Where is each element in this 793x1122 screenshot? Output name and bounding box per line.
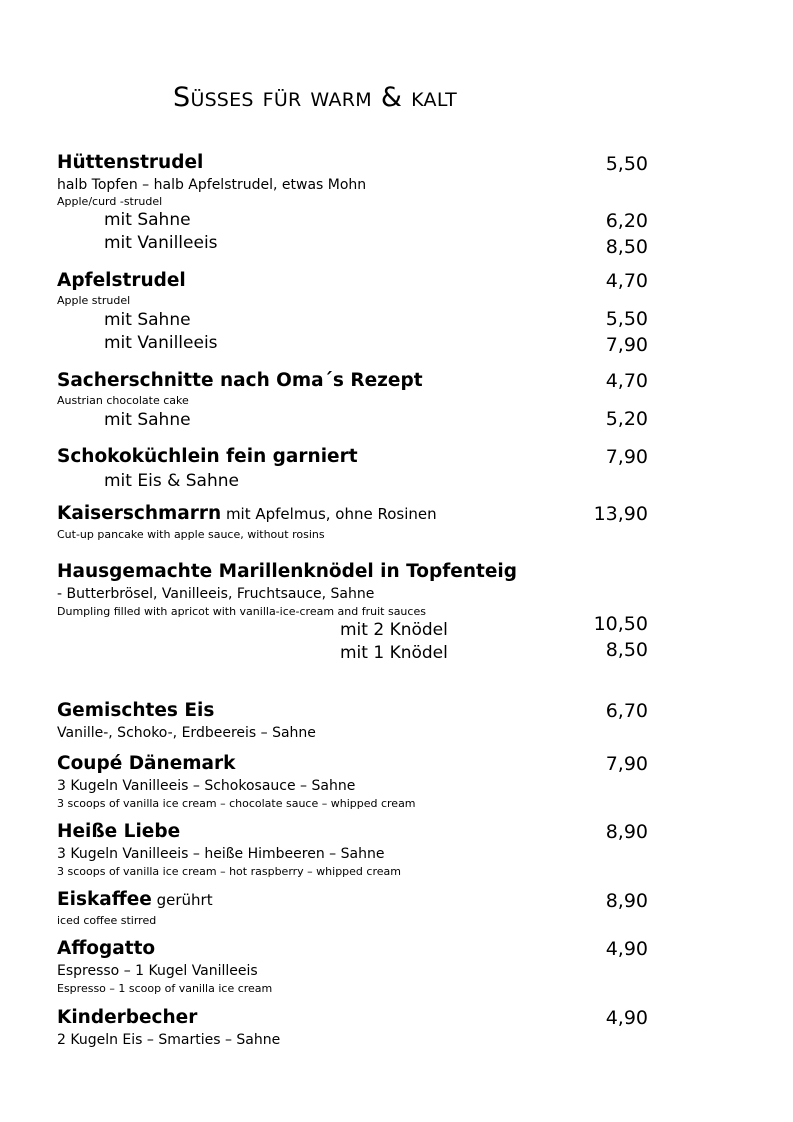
item-name-gemischtes-eis: Gemischtes Eis [57, 700, 215, 721]
item-option-price-sacherschnitte-sahne: 5,20 [605, 408, 648, 430]
item-translation-sacherschnitte: Austrian chocolate cake [57, 394, 189, 407]
item-name-eiskaffee [57, 889, 213, 910]
item-name-marillenknoedel: Hausgemachte Marillenknödel in Topfenteig [57, 561, 517, 582]
item-desc-huettenstrudel: halb Topfen – halb Apfelstrudel, etwas Mohn [57, 177, 367, 193]
item-translation-eiskaffee: iced coffee stirred [57, 914, 157, 927]
item-desc-coupe-daenemark: 3 Kugeln Vanilleeis – Schokosauce – Sahne [57, 778, 356, 794]
item-price-heisse-liebe: 8,90 [605, 821, 648, 843]
item-desc-kinderbecher: 2 Kugeln Eis – Smarties – Sahne [57, 1032, 281, 1048]
item-option-price-huettenstrudel-sahne: 6,20 [605, 210, 648, 232]
item-name-heisse-liebe: Heiße Liebe [57, 821, 181, 842]
item-translation-marillenknoedel: Dumpling filled with apricot with vanilla-ice-cream and fruit sauces [57, 605, 426, 618]
item-translation-heisse-liebe: 3 scoops of vanilla ice cream – hot raspberry – whipped cream [57, 865, 401, 878]
item-price-apfelstrudel: 4,70 [605, 270, 648, 292]
item-name-kinderbecher: Kinderbecher [57, 1007, 198, 1028]
item-option-apfelstrudel-vanilleeis: mit Vanilleeis [104, 333, 218, 353]
item-name-schokokuechlein: Schokoküchlein fein garniert [57, 446, 358, 467]
item-name-kaiserschmarrn [57, 503, 437, 524]
item-price-affogatto: 4,90 [605, 938, 648, 960]
item-option-huettenstrudel-sahne: mit Sahne [104, 210, 191, 230]
item-name-huettenstrudel: Hüttenstrudel [57, 152, 204, 173]
item-inline-eiskaffee: gerührt [151, 891, 213, 909]
item-translation-kaiserschmarrn: Cut-up pancake with apple sauce, without rosins [57, 528, 325, 541]
item-name-sacherschnitte: Sacherschnitte nach Oma´s Rezept [57, 370, 423, 391]
item-option-price-marillenknoedel-2: 10,50 [593, 613, 648, 635]
item-translation-huettenstrudel: Apple/curd -strudel [57, 195, 163, 208]
item-price-kaiserschmarrn: 13,90 [593, 503, 648, 525]
item-desc-marillenknoedel: - Butterbrösel, Vanilleeis, Fruchtsauce, Sahne [57, 586, 375, 602]
item-option-sacherschnitte-sahne: mit Sahne [104, 410, 191, 430]
item-option-schokokuechlein-eis-sahne: mit Eis & Sahne [104, 471, 239, 491]
item-price-huettenstrudel: 5,50 [605, 153, 648, 175]
item-title-eiskaffee: Eiskaffee [57, 889, 152, 910]
item-desc-affogatto: Espresso – 1 Kugel Vanilleeis [57, 963, 258, 979]
item-translation-affogatto: Espresso – 1 scoop of vanilla ice cream [57, 982, 273, 995]
item-price-gemischtes-eis: 6,70 [605, 700, 648, 722]
item-desc-gemischtes-eis: Vanille-, Schoko-, Erdbeereis – Sahne [57, 725, 316, 741]
item-price-sacherschnitte: 4,70 [605, 370, 648, 392]
item-option-price-apfelstrudel-vanilleeis: 7,90 [605, 334, 648, 356]
item-option-huettenstrudel-vanilleeis: mit Vanilleeis [104, 233, 218, 253]
item-option-apfelstrudel-sahne: mit Sahne [104, 310, 191, 330]
item-price-kinderbecher: 4,90 [605, 1007, 648, 1029]
item-name-affogatto: Affogatto [57, 938, 156, 959]
item-desc-heisse-liebe: 3 Kugeln Vanilleeis – heiße Himbeeren – Sahne [57, 846, 385, 862]
item-option-marillenknoedel-2: mit 2 Knödel [340, 620, 448, 640]
item-option-price-apfelstrudel-sahne: 5,50 [605, 308, 648, 330]
item-price-schokokuechlein: 7,90 [605, 446, 648, 468]
item-name-apfelstrudel: Apfelstrudel [57, 270, 186, 291]
item-option-price-huettenstrudel-vanilleeis: 8,50 [605, 236, 648, 258]
item-title-kaiserschmarrn: Kaiserschmarrn [57, 503, 222, 524]
item-translation-apfelstrudel: Apple strudel [57, 294, 131, 307]
item-price-eiskaffee: 8,90 [605, 890, 648, 912]
item-option-price-marillenknoedel-1: 8,50 [605, 639, 648, 661]
item-translation-coupe-daenemark: 3 scoops of vanilla ice cream – chocolate sauce – whipped cream [57, 797, 416, 810]
item-inline-kaiserschmarrn: mit Apfelmus, ohne Rosinen [221, 505, 437, 523]
item-option-marillenknoedel-1: mit 1 Knödel [340, 643, 448, 663]
item-name-coupe-daenemark: Coupé Dänemark [57, 753, 236, 774]
item-price-coupe-daenemark: 7,90 [605, 753, 648, 775]
page-title: Süßes für warm & kalt [173, 82, 457, 113]
